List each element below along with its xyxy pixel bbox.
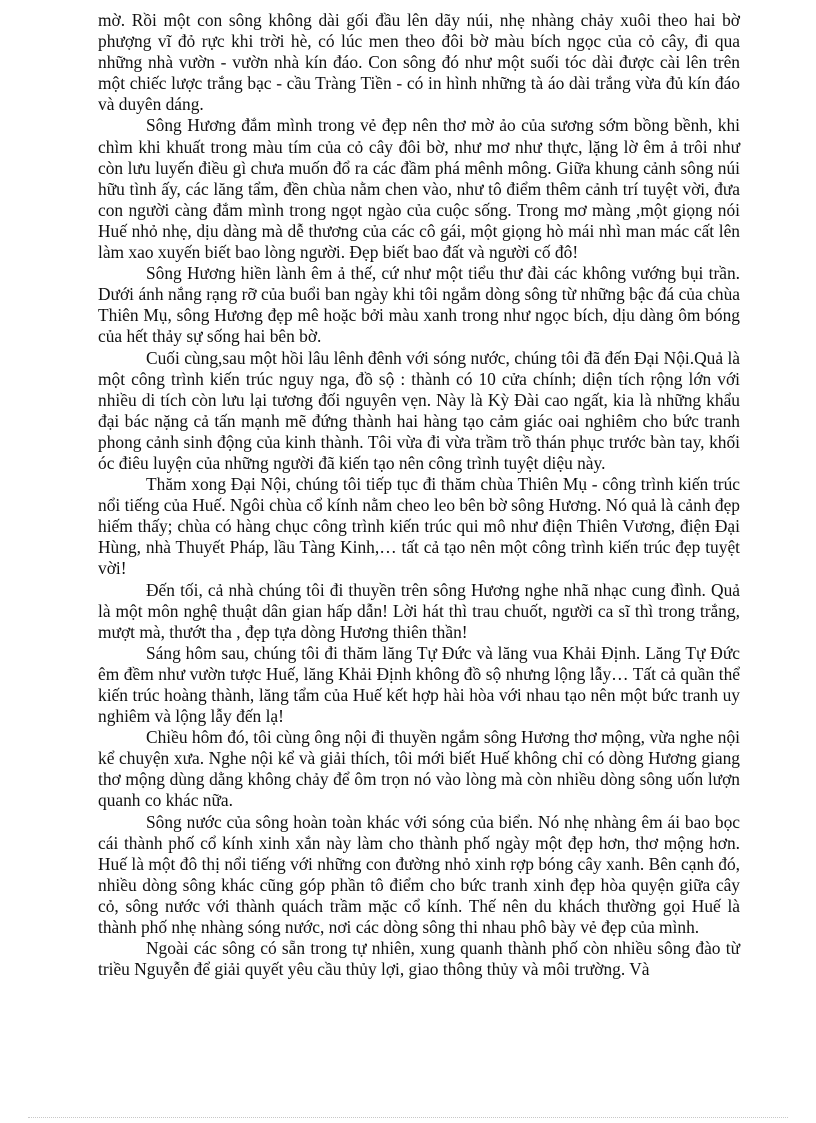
- paragraph-2: Sông Hương đắm mình trong vẻ đẹp nên thơ mờ ảo của sương sớm bồng bềnh, khi chìm khi khuất trong màu tím của cỏ cây đôi bờ, như mơ như thực, lặng lờ êm ả trôi như còn lưu luyến điều gì chưa muốn đổ ra các đầm phá mênh mông. Giữa khung cảnh sông núi hữu tình ấy, các lăng tẩm, đền chùa nằm chen vào, như tô điểm thêm cảnh trí tuyệt vời, đưa con người càng đắm mình trong ngọt ngào của cuộc sống. Trong mơ màng ,một giọng nói Huế nhỏ nhẹ, dịu dàng mà dễ thương của các cô gái, một giọng hò mái nhì man mác cất lên làm xao xuyến biết bao lòng người. Đẹp biết bao đất và người cố đô!: [98, 115, 740, 263]
- paragraph-3: Sông Hương hiền lành êm ả thế, cứ như một tiểu thư đài các không vướng bụi trần. Dưới ánh nắng rạng rỡ của buổi ban ngày khi tôi ngắm dòng sông từ những bậc đá của chùa Thiên Mụ, sông Hương đẹp mê hoặc bởi màu xanh trong như ngọc bích, dịu dàng ôm bóng của hết thảy sự sống hai bên bờ.: [98, 263, 740, 347]
- paragraph-1: mờ. Rồi một con sông không dài gối đầu lên dãy núi, nhẹ nhàng chảy xuôi theo hai bờ phượng vĩ đỏ rực khi trời hè, có lúc men theo đôi bờ màu bích ngọc của cỏ cây, đi qua những nhà vườn - vườn nhà kín đáo. Con sông đó như một suối tóc dài được cài lên trên một chiếc lược trắng bạc - cầu Tràng Tiền - có in hình những tà áo dài trắng vừa đủ kín đáo và duyên dáng.: [98, 10, 740, 115]
- paragraph-9: Sông nước của sông hoàn toàn khác với sóng của biển. Nó nhẹ nhàng êm ái bao bọc cái thành phố cổ kính xinh xắn này làm cho thành phố ngày một đẹp hơn, thơ mộng hơn. Huế là một đô thị nổi tiếng với những con đường nhỏ xinh rợp bóng cây xanh. Bên cạnh đó, nhiều dòng sông khác cũng góp phần tô điểm cho bức tranh xinh đẹp hòa quyện giữa cây cỏ, sông nước với thành quách trầm mặc cổ kính. Thế nên du khách thường gọi Huế là thành phố nhẹ nhàng sóng nước, nơi các dòng sông thi nhau phô bày vẻ đẹp của mình.: [98, 811, 740, 938]
- paragraph-4: Cuối cùng,sau một hồi lâu lênh đênh với sóng nước, chúng tôi đã đến Đại Nội.Quả là một công trình kiến trúc nguy nga, đồ sộ : thành có 10 cửa chính; diện tích rộng lớn với nhiều di tích còn lưu lại tương đối nguyên vẹn. Này là Kỳ Đài cao ngất, kia là những khẩu đại bác nặng cả tấn mạnh mẽ đứng thành hai hàng tạo cảm giác oai nghiêm cho bức tranh phong cảnh sinh động của kinh thành. Tôi vừa đi vừa trầm trồ thán phục trước bàn tay, khối óc điêu luyện của những người đã kiến tạo nên công trình tuyệt diệu này.: [98, 347, 740, 473]
- paragraph-10: Ngoài các sông có sẵn trong tự nhiên, xung quanh thành phố còn nhiều sông đào từ triều Nguyễn để giải quyết yêu cầu thủy lợi, giao thông thủy và môi trường. Và: [98, 938, 740, 980]
- paragraph-8: Chiều hôm đó, tôi cùng ông nội đi thuyền ngắm sông Hương thơ mộng, vừa nghe nội kể chuyện xưa. Nghe nội kể và giải thích, tôi mới biết Huế không chỉ có dòng Hương giang thơ mộng dùng dằng không chảy để ôm trọn nó vào lòng mà còn nhiều dòng sông uốn lượn quanh co khác nữa.: [98, 727, 740, 811]
- page-bottom-divider: [28, 1117, 788, 1118]
- paragraph-7: Sáng hôm sau, chúng tôi đi thăm lăng Tự Đức và lăng vua Khải Định. Lăng Tự Đức êm đềm như vườn tược Huế, lăng Khải Định không đồ sộ nhưng lộng lẫy… Tất cả quần thể kiến trúc hoàng thành, lăng tẩm của Huế kết hợp hài hòa với nhau tạo nên một bức tranh uy nghiêm và lộng lẫy đến lạ!: [98, 642, 740, 727]
- paragraph-5: Thăm xong Đại Nội, chúng tôi tiếp tục đi thăm chùa Thiên Mụ - công trình kiến trúc nổi tiếng của Huế. Ngôi chùa cổ kính nằm cheo leo bên bờ sông Hương. Nó quả là cảnh đẹp hiếm thấy; chùa có hàng chục công trình kiến trúc qui mô như điện Thiên Vương, điện Đại Hùng, nhà Thuyết Pháp, lầu Tàng Kinh,… tất cả tạo nên một công trình kiến trúc đẹp tuyệt vời!: [98, 474, 740, 579]
- document-body: [98, 10, 740, 980]
- paragraph-6: Đến tối, cả nhà chúng tôi đi thuyền trên sông Hương nghe nhã nhạc cung đình. Quả là một môn nghệ thuật dân gian hấp dẫn! Lời hát thì trau chuốt, người ca sĩ thì trong trắng, mượt mà, thướt tha , đẹp tựa dòng Hương thiên thần!: [98, 579, 740, 642]
